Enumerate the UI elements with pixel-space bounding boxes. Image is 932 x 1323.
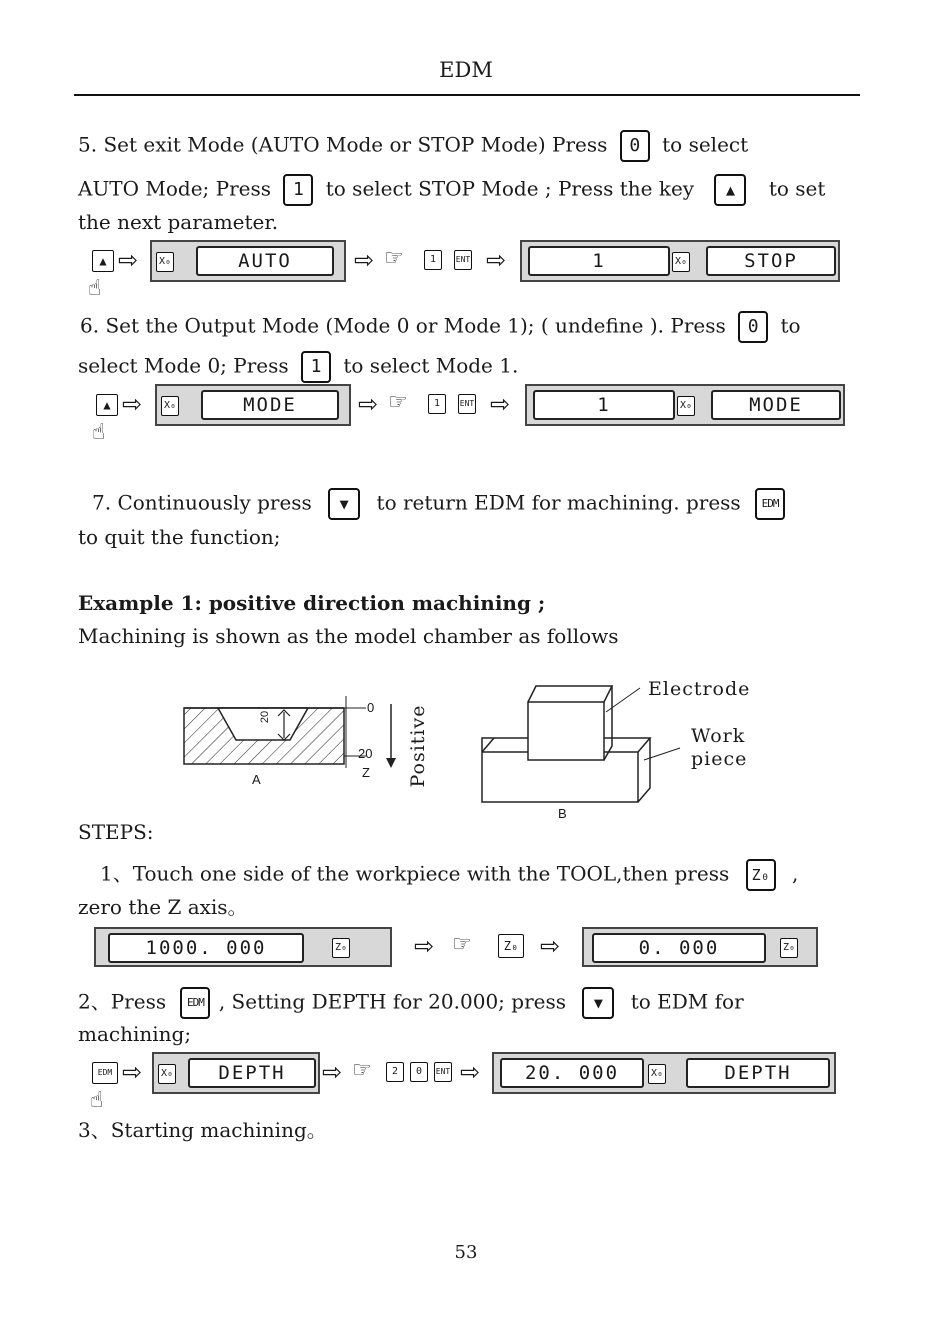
example-title: Example 1: positive direction machining ;	[78, 591, 546, 615]
up-key-small: ▲	[92, 250, 114, 272]
arrow-icon: ⇨	[122, 390, 143, 418]
key-0: 0	[738, 311, 768, 343]
lcd-display: 1000. 000	[108, 933, 304, 963]
axis-x-key: X₀	[648, 1064, 666, 1084]
edm-key: EDM	[755, 488, 785, 520]
lcd-display: 1	[528, 246, 670, 276]
axis-z-key: Z₀	[332, 938, 350, 958]
step7-text-b: to return EDM for machining. press	[376, 490, 741, 515]
arrow-icon: ⇨	[460, 1058, 481, 1086]
steps-title: STEPS:	[78, 820, 154, 844]
pointing-hand-icon: ☝	[92, 420, 106, 445]
key-0: 0	[620, 130, 650, 162]
example-subtitle: Machining is shown as the model chamber as follows	[78, 624, 619, 648]
lcd-display: MODE	[711, 390, 841, 420]
display-panel	[520, 240, 840, 282]
step7-line1	[92, 488, 785, 520]
axis-x-key: X₀	[677, 396, 695, 416]
step5-text-a: 5. Set exit Mode (AUTO Mode or STOP Mode) Press	[78, 132, 608, 157]
arrow-icon: ⇨	[486, 246, 507, 274]
display-panel	[582, 927, 818, 967]
key-1: 1	[283, 174, 313, 206]
axis-x-key: X₀	[161, 396, 179, 416]
lcd-display: DEPTH	[686, 1058, 830, 1088]
key-ent-small: ENT	[454, 250, 472, 270]
header-rule	[74, 94, 860, 96]
step5-text-b: to select	[662, 132, 749, 157]
zero-label: 0	[367, 700, 375, 715]
page-number: 53	[454, 1242, 478, 1263]
step5-text-e: to set	[768, 176, 826, 201]
step6-text-b: to	[780, 313, 801, 338]
arrow-icon: ⇨	[118, 246, 139, 274]
axis-x-key: X₀	[672, 252, 690, 272]
key-0-small: 0	[410, 1062, 428, 1082]
step6-text-d: to select Mode 1.	[343, 353, 519, 378]
edm-key: EDM	[180, 987, 210, 1019]
s2-text-b: , Setting DEPTH for 20.000; press	[218, 989, 566, 1014]
step5-line3: the next parameter.	[78, 210, 279, 234]
piece-label: piece	[691, 748, 748, 770]
arrow-icon: ⇨	[322, 1058, 343, 1086]
lcd-display: DEPTH	[188, 1058, 316, 1088]
display-panel	[94, 927, 392, 967]
down-key: ▼	[328, 488, 360, 520]
axis-x-key: X₀	[158, 1064, 176, 1084]
s2-text-a: 2、Press	[78, 989, 167, 1014]
display-panel	[150, 240, 346, 282]
lcd-display: 0. 000	[592, 933, 766, 963]
axis-z-key: Z₀	[780, 938, 798, 958]
page-header-title: EDM	[439, 58, 493, 82]
arrow-icon: ⇨	[490, 390, 511, 418]
arrow-icon: ⇨	[122, 1058, 143, 1086]
twenty-label: 20	[358, 746, 373, 761]
key-2-small: 2	[386, 1062, 404, 1082]
figure-a-label: A	[252, 772, 261, 787]
positive-label: Positive	[407, 704, 429, 788]
pointing-hand-icon: ☞	[452, 932, 472, 957]
s2-text-c: to EDM for	[630, 989, 744, 1014]
steps-s2-line1	[78, 987, 744, 1019]
arrow-icon: ⇨	[414, 932, 435, 960]
step6-text-c: select Mode 0; Press	[78, 353, 289, 378]
pointing-hand-icon: ☞	[384, 246, 404, 271]
lcd-display: STOP	[706, 246, 836, 276]
step6-text-a: 6. Set the Output Mode (Mode 0 or Mode 1); ( undefine ). Press	[80, 313, 726, 338]
figure-b-label: B	[558, 806, 567, 821]
step5-line2	[78, 174, 825, 206]
edm-key-small: EDM	[92, 1062, 118, 1084]
work-label: Work	[691, 725, 746, 747]
s1-text-a: 1、Touch one side of the workpiece with the TOOL,then press	[100, 861, 730, 886]
step6-line2	[78, 351, 518, 383]
lcd-display: 1	[533, 390, 675, 420]
display-panel	[152, 1052, 320, 1094]
step5-text-c: AUTO Mode; Press	[78, 176, 272, 201]
lcd-display: MODE	[201, 390, 339, 420]
up-key-small: ▲	[96, 394, 118, 416]
electrode-label: Electrode	[648, 678, 751, 700]
steps-s3: 3、Starting machining。	[78, 1118, 327, 1142]
z-label: Z	[362, 765, 370, 780]
z0-key: Z₀	[746, 859, 776, 891]
down-key: ▼	[582, 987, 614, 1019]
display-panel	[155, 384, 351, 426]
key-1-small: 1	[428, 394, 446, 414]
pointing-hand-icon: ☝	[88, 276, 102, 301]
z0-key-small: Z₀	[498, 934, 524, 958]
display-panel	[525, 384, 845, 426]
key-1: 1	[301, 351, 331, 383]
pointing-hand-icon: ☝	[90, 1088, 104, 1113]
steps-s1-line2: zero the Z axis。	[78, 895, 248, 919]
key-ent-small: ENT	[458, 394, 476, 414]
arrow-icon: ⇨	[358, 390, 379, 418]
step5-line1	[78, 130, 748, 162]
display-panel	[492, 1052, 836, 1094]
up-key: ▲	[714, 174, 746, 206]
arrow-icon: ⇨	[540, 932, 561, 960]
lcd-display: 20. 000	[500, 1058, 644, 1088]
key-1-small: 1	[424, 250, 442, 270]
steps-s2-line2: machining;	[78, 1022, 192, 1046]
s1-text-b: ,	[792, 861, 799, 886]
step7-line2: to quit the function;	[78, 525, 281, 549]
pointing-hand-icon: ☞	[388, 390, 408, 415]
step7-text-a: 7. Continuously press	[92, 490, 312, 515]
arrow-icon: ⇨	[354, 246, 375, 274]
dim-20-label: 20	[259, 710, 272, 724]
step5-text-d: to select STOP Mode ; Press the key	[325, 176, 695, 201]
pointing-hand-icon: ☞	[352, 1058, 372, 1083]
key-ent-small: ENT	[434, 1062, 452, 1082]
step6-line1	[80, 311, 801, 343]
steps-s1-line1	[100, 859, 798, 891]
lcd-display: AUTO	[196, 246, 334, 276]
axis-x-key: X₀	[156, 252, 174, 272]
